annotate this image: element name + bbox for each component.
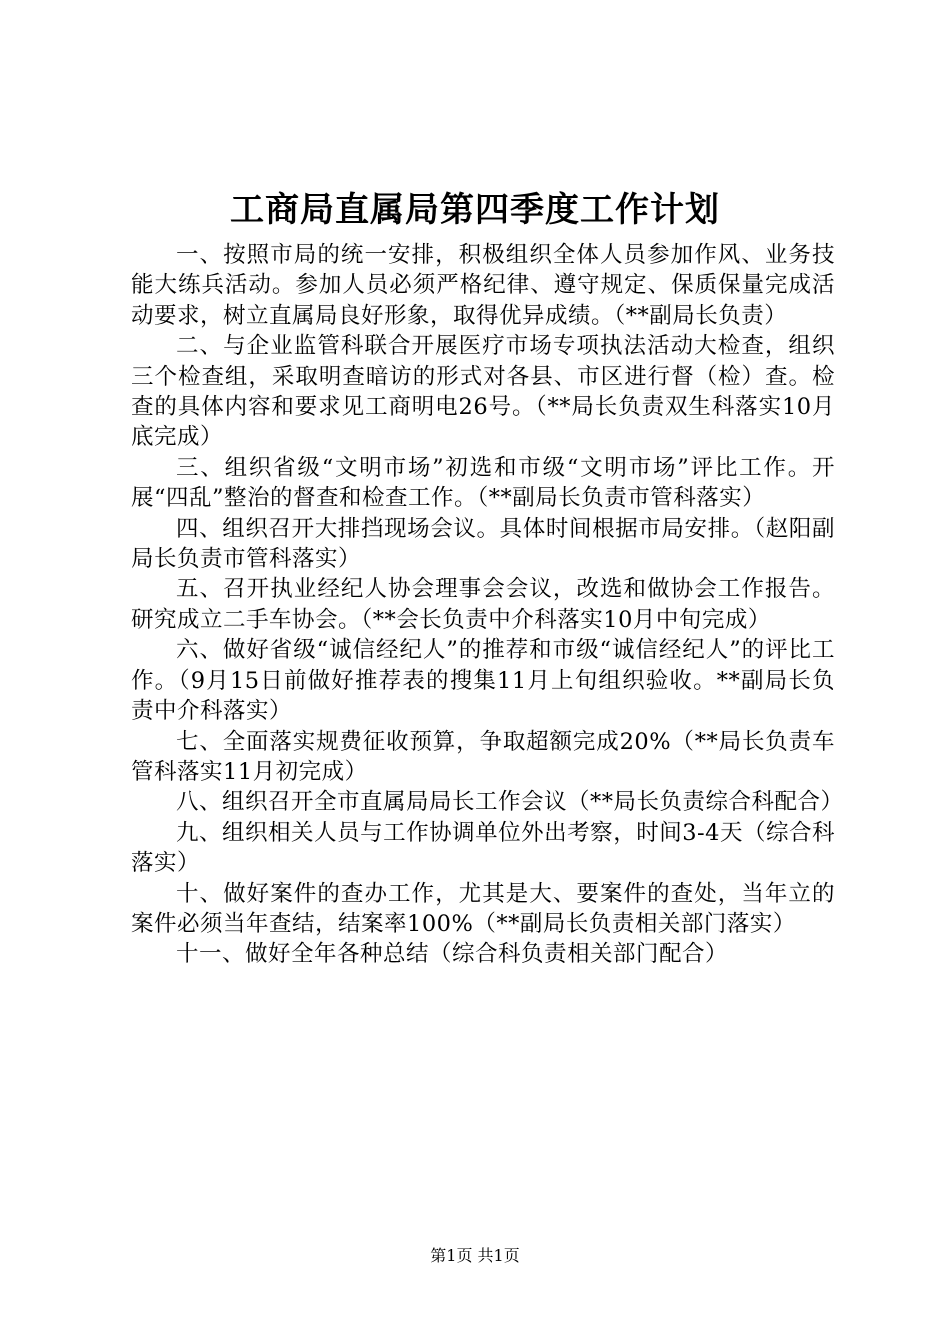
paragraph-3: 三、组织省级“文明市场”初选和市级“文明市场”评比工作。开展“四乱”整治的督查和检查工作。（**副局长负责市管科落实） xyxy=(131,454,835,512)
document-title: 工商局直属局第四季度工作计划 xyxy=(230,190,720,230)
paragraph-4: 四、组织召开大排挡现场会议。具体时间根据市局安排。（赵阳副局长负责市管科落实） xyxy=(131,515,835,573)
page-footer: 第1页 共1页 xyxy=(430,1246,520,1265)
paragraph-1: 一、按照市局的统一安排，积极组织全体人员参加作风、业务技能大练兵活动。参加人员必须严格纪律、遵守规定、保质保量完成活动要求，树立直属局良好形象，取得优异成绩。（**副局长负责） xyxy=(131,242,835,329)
document-body xyxy=(131,240,844,970)
paragraph-6: 六、做好省级“诚信经纪人”的推荐和市级“诚信经纪人”的评比工作。（9月15日前做好推荐表的搜集11月上旬组织验收。**副局长负责中介科落实） xyxy=(131,637,835,725)
paragraph-8: 八、组织召开全市直属局局长工作会议（**局长负责综合科配合） xyxy=(176,789,844,816)
paragraph-11: 十一、做好全年各种总结（综合科负责相关部门配合） xyxy=(176,941,729,968)
paragraph-7: 七、全面落实规费征收预算，争取超额完成20%（**局长负责车管科落实11月初完成） xyxy=(131,728,835,785)
paragraph-10: 十、做好案件的查办工作，尤其是大、要案件的查处，当年立的案件必须当年查结，结案率100%（**副局长负责相关部门落实） xyxy=(131,880,835,937)
paragraph-9: 九、组织相关人员与工作协调单位外出考察，时间3-4天（综合科落实） xyxy=(131,819,835,877)
paragraph-5: 五、召开执业经纪人协会理事会会议，改选和做协会工作报告。研究成立二手车协会。（**会长负责中介科落实10月中旬完成） xyxy=(131,576,835,633)
paragraph-2: 二、与企业监管科联合开展医疗市场专项执法活动大检查，组织三个检查组，采取明查暗访的形式对各县、市区进行督（检）查。检查的具体内容和要求见工商明电26号。（**局长负责双生科落实10月底完成） xyxy=(131,333,835,451)
